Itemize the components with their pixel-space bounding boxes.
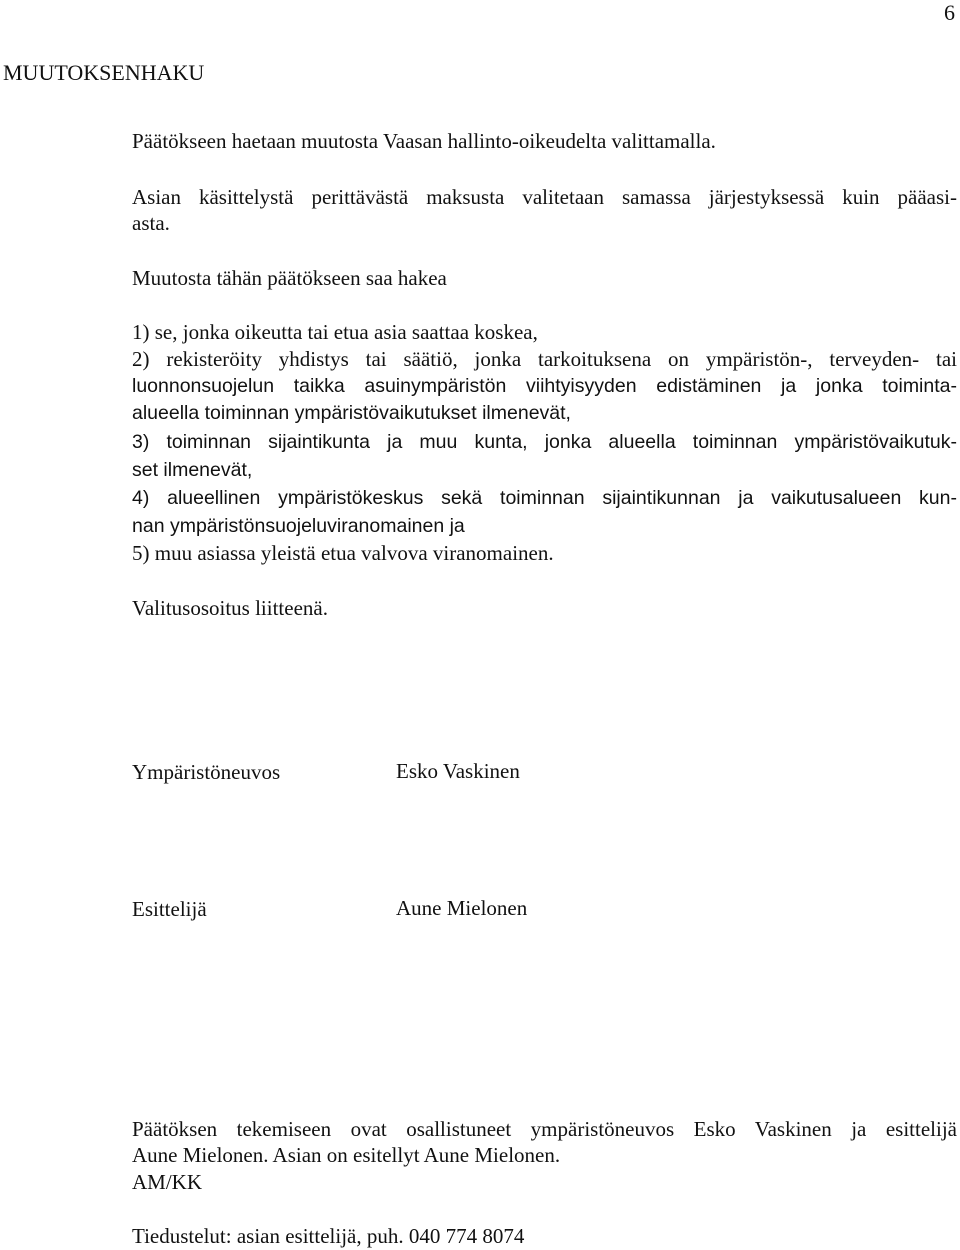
signature-name: Aune Mielonen — [396, 896, 528, 920]
initials: AM/KK — [132, 1170, 203, 1194]
paragraph-appeal-court: Päätökseen haetaan muutosta Vaasan hallinto-oikeudelta valittamalla. — [132, 129, 716, 153]
list-item-2-line1: 2) rekisteröity yhdistys tai säätiö, jonka tarkoituksena on ympäristön-, terveyden- tai — [132, 347, 957, 371]
list-item-2-line3: alueella toiminnan ympäristövaikutukset ilmenevät, — [132, 402, 571, 424]
signature-role: Ympäristöneuvos — [132, 760, 281, 784]
list-item-5: 5) muu asiassa yleistä etua valvova viranomainen. — [132, 541, 554, 565]
list-item-4-line2: nan ympäristönsuojeluviranomainen ja — [132, 515, 465, 537]
contact-info: Tiedustelut: asian esittelijä, puh. 040 774 8074 — [132, 1224, 525, 1248]
list-item-2-line2: luonnonsuojelun taikka asuinympäristön viihtyisyyden edistäminen ja jonka toiminta- — [132, 375, 957, 397]
paragraph-who-may-appeal: Muutosta tähän päätökseen saa hakea — [132, 266, 447, 290]
signature-role: Esittelijä — [132, 897, 207, 921]
paragraph-fee-appeal-line2: asta. — [132, 211, 170, 235]
section-heading: MUUTOKSENHAKU — [3, 60, 205, 85]
signature-name: Esko Vaskinen — [396, 759, 520, 783]
participants-line1: Päätöksen tekemiseen ovat osallistuneet ympäristöneuvos Esko Vaskinen ja esittelijä — [132, 1117, 957, 1141]
list-item-4-line1: 4) alueellinen ympäristökeskus sekä toiminnan sijaintikunnan ja vaikutusalueen kun- — [132, 487, 957, 509]
paragraph-fee-appeal-line1: Asian käsittelystä perittävästä maksusta valitetaan samassa järjestyksessä kuin pääasi- — [132, 185, 957, 209]
list-item-3-line2: set ilmenevät, — [132, 459, 253, 481]
participants-line2: Aune Mielonen. Asian on esitellyt Aune Mielonen. — [132, 1143, 561, 1167]
list-item-1: 1) se, jonka oikeutta tai etua asia saattaa koskea, — [132, 320, 538, 344]
page-number: 6 — [944, 0, 955, 25]
appendix-note: Valitusosoitus liitteenä. — [132, 596, 328, 620]
list-item-3-line1: 3) toiminnan sijaintikunta ja muu kunta, jonka alueella toiminnan ympäristövaikutuk- — [132, 431, 957, 453]
